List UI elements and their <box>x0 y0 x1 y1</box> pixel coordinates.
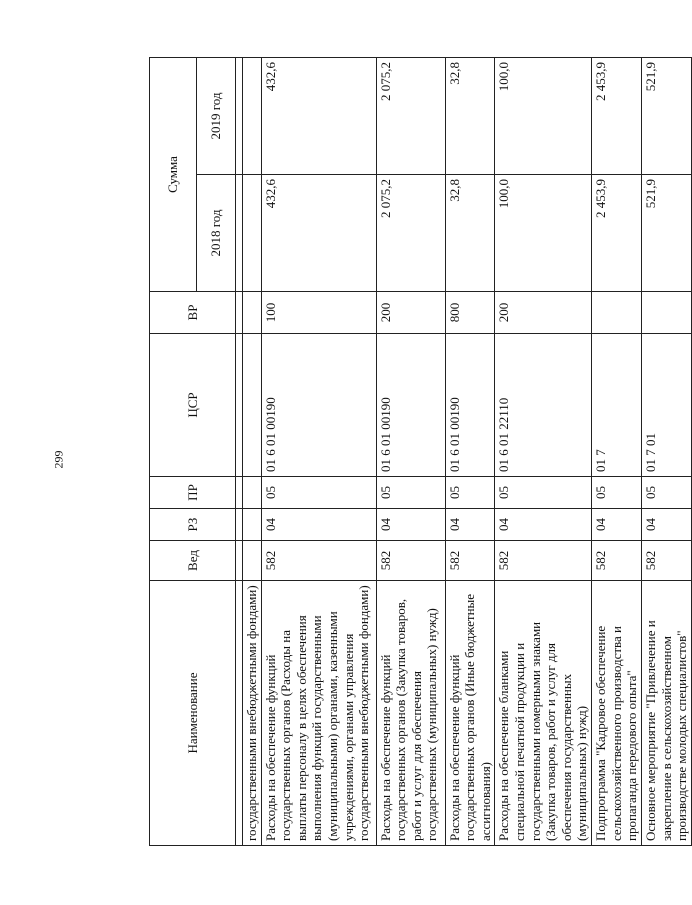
rotated-page-content <box>149 58 690 846</box>
row-csr: 01 6 01 00190 <box>261 334 376 477</box>
row-vr: 800 <box>445 292 495 334</box>
header-rz: РЗ <box>150 509 236 541</box>
row-csr: 01 6 01 00190 <box>376 334 445 477</box>
row-name: Подпрограмма "Кадровое обеспечение сельскохозяйственного производства и пропаганда передового опыта" <box>591 581 641 846</box>
row-2019: 32,8 <box>445 58 495 175</box>
row-ved: 582 <box>376 541 445 581</box>
row-pr: 05 <box>591 477 641 509</box>
header-csr: ЦСР <box>150 334 236 477</box>
row-vr: 200 <box>376 292 445 334</box>
row-rz: 04 <box>641 509 691 541</box>
row-rz: 04 <box>591 509 641 541</box>
row-ved: 582 <box>261 541 376 581</box>
row-ved: 582 <box>445 541 495 581</box>
row-rz: 04 <box>495 509 592 541</box>
row-name: Расходы на обеспечение функций государственных органов (Иные бюджетные ассигнования) <box>445 581 495 846</box>
row-2018: 2 453,9 <box>591 175 641 292</box>
row-vr: 100 <box>261 292 376 334</box>
row-pr: 05 <box>261 477 376 509</box>
table-row <box>376 58 445 846</box>
header-2019: 2019 год <box>197 58 236 175</box>
row-pr <box>243 477 262 509</box>
row-vr: 200 <box>495 292 592 334</box>
row-csr: 01 6 01 00190 <box>445 334 495 477</box>
row-name: Расходы на обеспечение функций государственных органов (Расходы на выплаты персоналу в целях обеспечения выполнения функций государственными (муниципальными) органами, казенными учреждениями, органами управления государственными внебюджетными фондами) <box>261 581 376 846</box>
header-name: Наименование <box>150 581 236 846</box>
row-csr: 01 7 01 <box>641 334 691 477</box>
table-row <box>591 58 641 846</box>
table-row <box>261 58 376 846</box>
row-2018: 100,0 <box>495 175 592 292</box>
row-ved: 582 <box>641 541 691 581</box>
row-rz: 04 <box>445 509 495 541</box>
row-name: государственными внебюджетными фондами) <box>243 581 262 846</box>
row-rz <box>243 509 262 541</box>
row-rz: 04 <box>261 509 376 541</box>
table-row <box>243 58 262 846</box>
row-2018: 432,6 <box>261 175 376 292</box>
row-vr <box>591 292 641 334</box>
row-2018: 32,8 <box>445 175 495 292</box>
row-2019: 2 453,9 <box>591 58 641 175</box>
row-2019: 100,0 <box>495 58 592 175</box>
header-row <box>150 58 197 846</box>
row-ved: 582 <box>495 541 592 581</box>
row-csr: 01 6 01 22110 <box>495 334 592 477</box>
row-csr <box>243 334 262 477</box>
row-pr: 05 <box>445 477 495 509</box>
row-2018: 521,9 <box>641 175 691 292</box>
row-2019: 2 075,2 <box>376 58 445 175</box>
row-pr: 05 <box>495 477 592 509</box>
budget-table <box>149 57 692 846</box>
row-ved: 582 <box>591 541 641 581</box>
row-vr <box>641 292 691 334</box>
row-2018 <box>243 175 262 292</box>
row-name: Расходы на обеспечение функций государственных органов (Закупка товаров, работ и услуг для обеспечения государственных (муниципальных) нужд) <box>376 581 445 846</box>
row-2018: 2 075,2 <box>376 175 445 292</box>
row-2019: 521,9 <box>641 58 691 175</box>
row-2019: 432,6 <box>261 58 376 175</box>
table-row <box>445 58 495 846</box>
header-sum: Сумма <box>150 58 197 292</box>
column-index-row <box>236 58 243 846</box>
table-row <box>495 58 592 846</box>
header-2018: 2018 год <box>197 175 236 292</box>
row-vr <box>243 292 262 334</box>
page-number: 299 <box>51 450 66 469</box>
header-vr: ВР <box>150 292 236 334</box>
row-csr: 01 7 <box>591 334 641 477</box>
header-ved: Вед <box>150 541 236 581</box>
row-2019 <box>243 58 262 175</box>
header-pr: ПР <box>150 477 236 509</box>
row-name: Расходы на обеспечение бланками специальной печатной продукции и государственными номерными знаками (Закупка товаров, работ и услуг для обеспечения государственных (муниципальных) нужд) <box>495 581 592 846</box>
row-pr: 05 <box>376 477 445 509</box>
row-rz: 04 <box>376 509 445 541</box>
row-pr: 05 <box>641 477 691 509</box>
table-row <box>641 58 691 846</box>
row-name: Основное мероприятие "Привлечение и закрепление в сельскохозяйственном производстве молодых специалистов" <box>641 581 691 846</box>
row-ved <box>243 541 262 581</box>
